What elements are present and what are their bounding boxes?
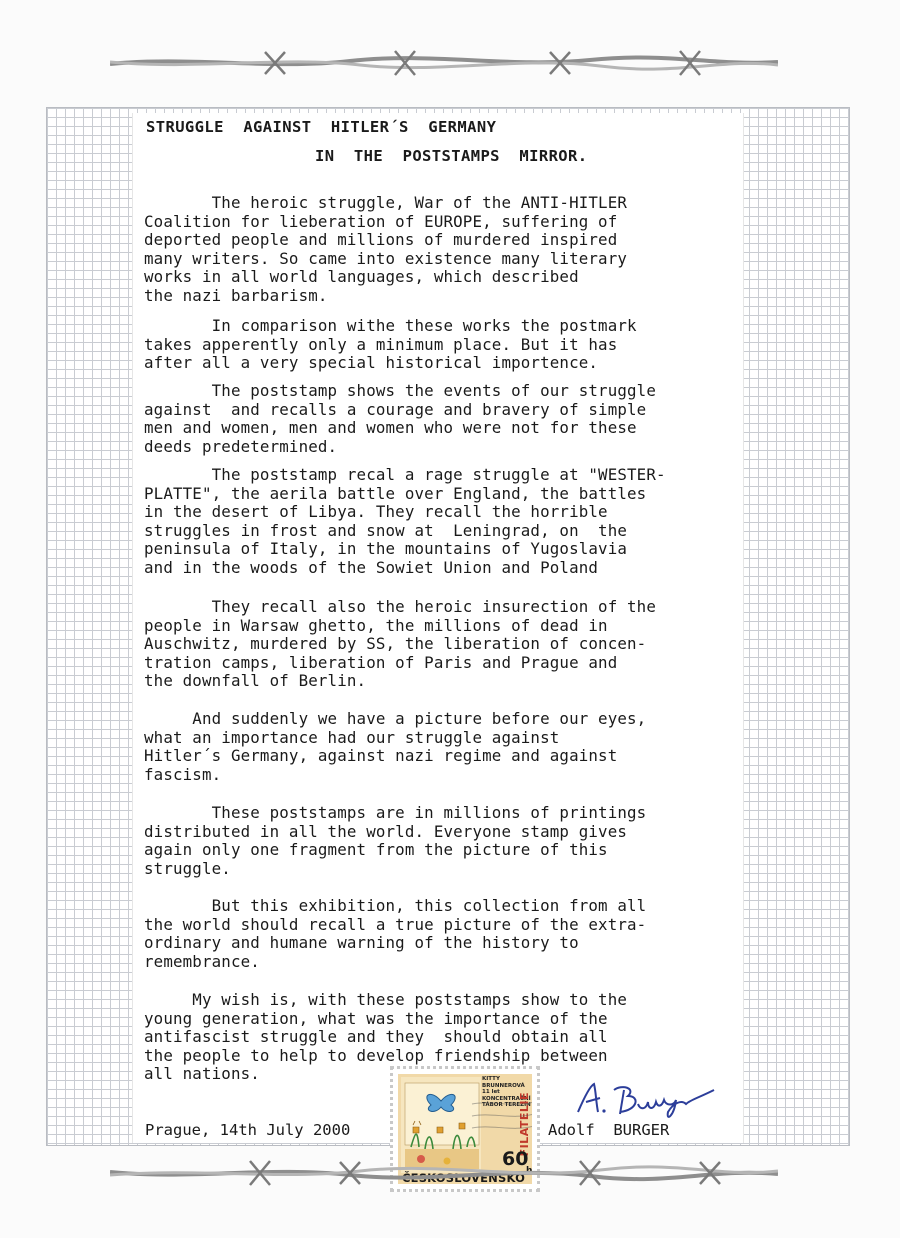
paragraph-8: But this exhibition, this collection from all the world should recall a true picture of the extra- ordinary and humane warning of the history to remembrance. (144, 896, 647, 971)
stamp-value: 60 (502, 1148, 529, 1170)
stamp-inscription-line: BRUNNEROVÁ (482, 1082, 525, 1089)
paragraph-7: These poststamps are in millions of printings distributed in all the world. Everyone stamp gives again only one fragment from the picture of this struggle. (144, 803, 647, 878)
stamp-country: ČESKOSLOVENSKO (402, 1171, 526, 1184)
paragraph-5: They recall also the heroic insurection of the people in Warsaw ghetto, the millions of dead in Auschwitz, murdered by SS, the liberation of concen- tration camps, liberation of Paris and Prague and the downfall of Berlin. (144, 597, 657, 690)
paragraph-6: And suddenly we have a picture before our eyes, what an importance had our struggle against Hitler´s Germany, against nazi regime and against fascism. (144, 709, 647, 784)
paragraph-1: The heroic struggle, War of the ANTI-HITLER Coalition for lieberation of EUROPE, suffering of deported people and millions of murdered inspired many writers. So came into existence many literary works in all world languages, which described the nazi barbarism. (144, 193, 628, 305)
stamp-inscription-line: TÁBOR TEREZÍN (482, 1102, 531, 1108)
page-title-line-1: STRUGGLE AGAINST HITLER´S GERMANY (146, 118, 497, 136)
footer-author-name: Adolf BURGER (548, 1121, 670, 1139)
footer-place-date: Prague, 14th July 2000 (145, 1121, 351, 1139)
barbed-wire-bottom-icon (110, 1156, 778, 1190)
paragraph-4: The poststamp recal a rage struggle at "WESTER- PLATTE", the aerila battle over England, the battles in the desert of Libya. They recall the horrible struggles in frost and snow at Leningrad, on the peninsula of Italy, in the mountains of Yugoslavia and in the woods of the Sowiet Union and Poland (144, 465, 666, 577)
barbed-wire-top-icon (110, 46, 778, 80)
stamp-inscription-line: 11 let (482, 1089, 500, 1095)
stamp-inscription-line: KONCENTRAČNÍ (482, 1095, 531, 1102)
stamp-vertical-text: FILATELIE (518, 1092, 531, 1157)
paragraph-2: In comparison withe these works the postmark takes apperently only a minimum place. But it has after all a very special historical importence. (144, 316, 637, 372)
handwritten-signature-icon (574, 1078, 724, 1124)
page-title-line-2: IN THE POSTSTAMPS MIRROR. (315, 147, 588, 165)
stamp-value-unit: h (526, 1166, 532, 1176)
stamp-inscription-line: KITTY (482, 1076, 500, 1082)
paragraph-9: My wish is, with these poststamps show to the young generation, what was the importance of the antifascist struggle and they should obtain all the people to help to develop friendship between all nations. (144, 990, 628, 1083)
paragraph-3: The poststamp shows the events of our struggle against and recalls a courage and bravery of simple men and women, men and women who were not for these deeds predetermined. (144, 381, 657, 456)
